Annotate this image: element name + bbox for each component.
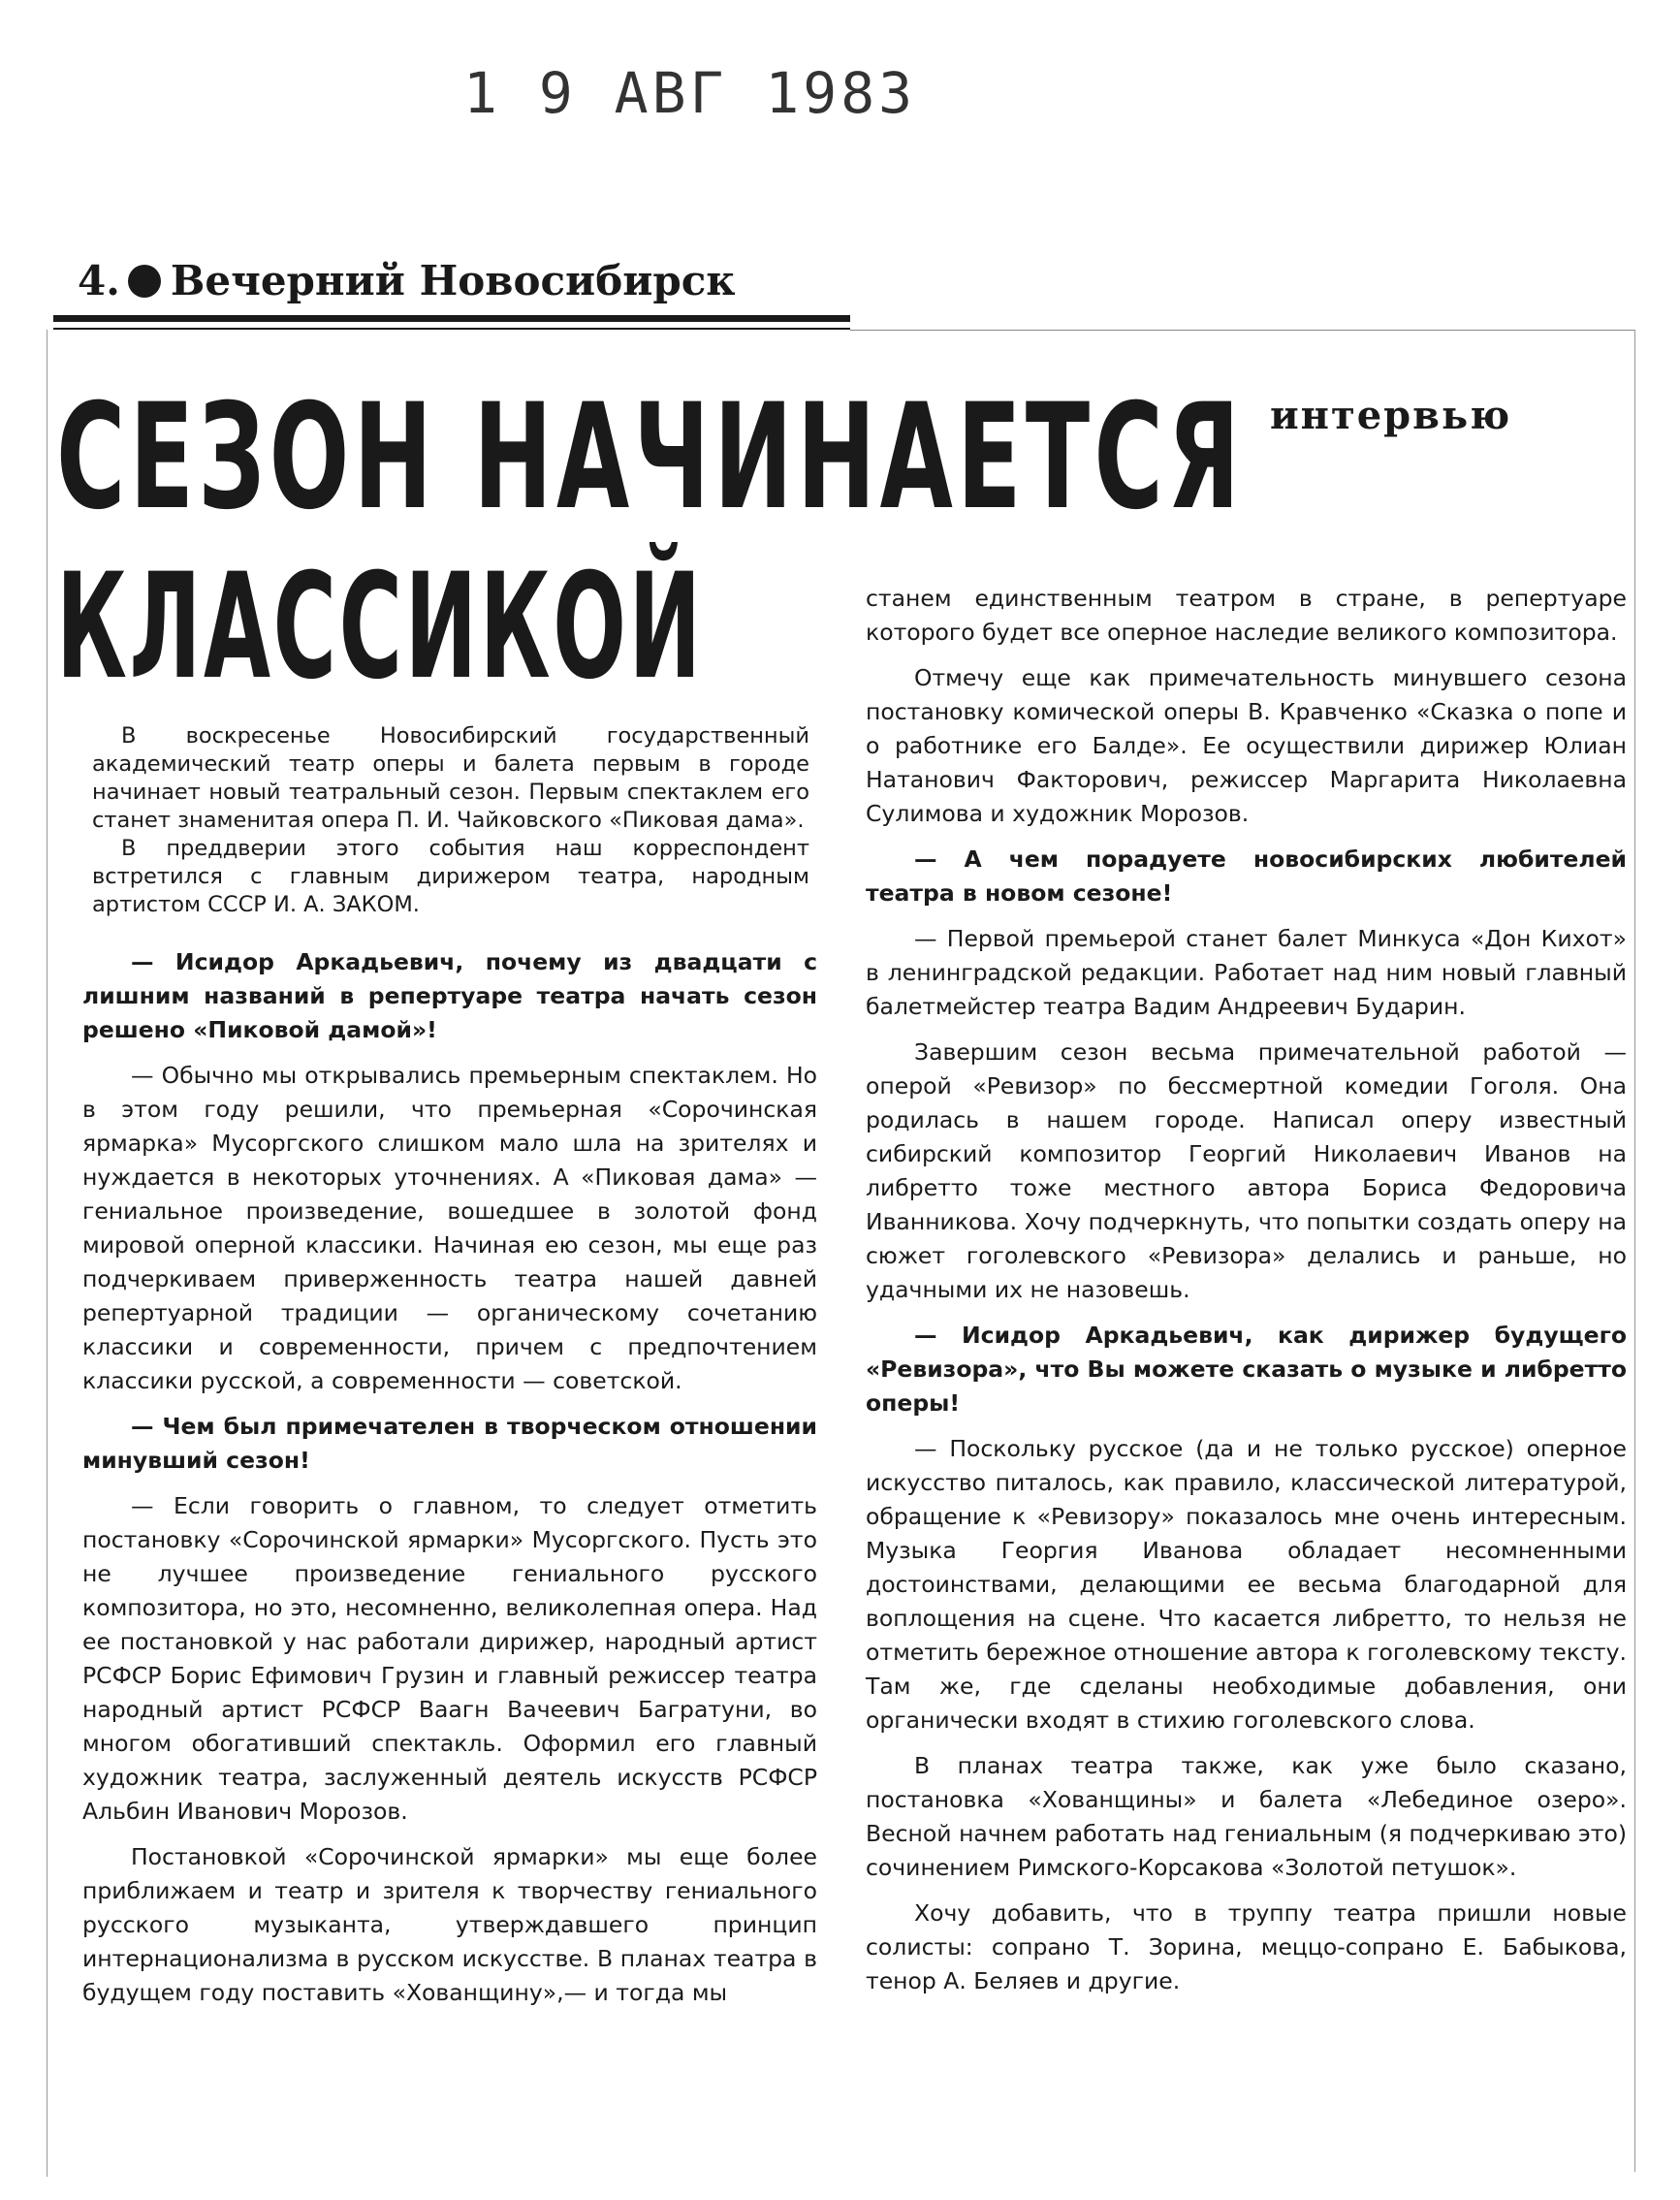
interview-question: — А чем порадуете новосибирских любителей театра в новом сезоне! (866, 845, 1627, 907)
masthead (78, 257, 736, 304)
interview-answer: — Если говорить о главном, то следует отметить постановку «Сорочинской ярмарки» Мусоргского. Пусть это не лучшее произведение гениального русского композитора, но это, несомненно, великолепная опера. Над ее постановкой у нас работали дирижер, народный артист РСФСР Борис Ефимович Грузин и главный режиссер театра народный артист РСФСР Ваагн Вачеевич Багратуни, во многом обогативший спектакль. Оформил его главный художник театра, заслуженный деятель искусств РСФСР Альбин Иванович Морозов. (82, 1492, 817, 1825)
lead-paragraph (92, 722, 809, 919)
lead-text: В воскресенье Новосибирский государственный академический театр оперы и балета первым в городе начинает новый театральный сезон. Первым спектаклем его станет знаменитая опера П. И. Чайковского «Пиковая дама». (92, 723, 809, 833)
headline-line2: КЛАССИКОЙ (56, 543, 704, 712)
masthead-rule-thin (53, 328, 850, 330)
interview-answer: — Поскольку русское (да и не только русское) оперное искусство питалось, как правило, классической литературой, обращение к «Ревизору» показалось мне очень интересным. Музыка Георгия Иванова обладает несомненными достоинствами, делающими ее весьма благодарной для воплощения на сцене. Что касается либретто, то нельзя не отметить бережное отношение автора к гоголевскому тексту. Там же, где сделаны необходимые добавления, они органически входят в стихию гоголевского слова. (866, 1435, 1627, 1734)
page-number: 4. (78, 257, 120, 304)
clipping-edge-right (1634, 330, 1635, 2172)
clipping-edge-left (47, 330, 48, 2177)
interview-answer: Завершим сезон весьма примечательной работой — оперой «Ревизор» по бессмертной комедии Гоголя. Она родилась в нашем городе. Написал оперу известный сибирский композитор Георгий Николаевич Иванов на либретто тоже местного автора Бориса Федоровича Иванникова. Хочу подчеркнуть, что попытки создать оперу на сюжет гоголевского «Ревизора» делались и раньше, но удачными их не назовешь. (866, 1038, 1627, 1303)
interview-answer: Постановкой «Сорочинской ярмарки» мы еще более приближаем и театр и зрителя к творчеству гениального русского музыканта, утверждавшего принцип интернационализма в русском искусстве. В планах театра в будущем году поставить «Хованщину»,— и тогда мы (82, 1843, 817, 2006)
article-column-left (82, 945, 817, 2010)
interview-answer: Отмечу еще как примечательность минувшего сезона постановку комической оперы В. Кравченко «Сказка о попе и о работнике его Балде». Ее осуществили дирижер Юлиан Натанович Факторович, режиссер Маргарита Николаевна Сулимова и художник Морозов. (866, 664, 1627, 827)
interview-answer: — Обычно мы открывались премьерным спектаклем. Но в этом году решили, что премьерная «Сорочинская ярмарка» Мусоргского слишком мало шла на зрителях и нуждается в некоторых уточнениях. А «Пиковая дама» — гениальное произведение, вошедшее в золотой фонд мировой оперной классики. Начиная ею сезон, мы еще раз подчеркиваем приверженность театра нашей давней репертуарной традиции — органическому сочетанию классики и современности, причем с предпочтением классики русской, а современности — советской. (82, 1062, 817, 1394)
masthead-rule (53, 315, 850, 322)
interview-answer: станем единственным театром в стране, в репертуаре которого будет все оперное наследие великого композитора. (866, 585, 1627, 646)
clipping-edge (850, 330, 1635, 331)
interview-answer: Хочу добавить, что в труппу театра пришли новые солисты: сопрано Т. Зорина, меццо-сопрано Е. Бабыкова, тенор А. Беляев и другие. (866, 1899, 1627, 1994)
newspaper-name: Вечерний Новосибирск (170, 257, 736, 304)
interview-question: — Чем был примечателен в творческом отношении минувший сезон! (82, 1413, 817, 1474)
date-stamp: 1 9 АВГ 1983 (463, 60, 917, 126)
interview-answer: В планах театра также, как уже было сказано, постановка «Хованщины» и балета «Лебединое озеро». Весной начнем работать над гениальным (я подчеркиваю это) сочинением Римского-Корсакова «Золотой петушок». (866, 1752, 1627, 1881)
interview-question: — Исидор Аркадьевич, почему из двадцати с лишним названий в репертуаре театра начать сезон решено «Пиковой дамой»! (82, 948, 817, 1043)
headline-line1: СЕЗОН НАЧИНАЕТСЯ (56, 373, 1245, 542)
lead-text: В преддверии этого события наш корреспондент встретился с главным дирижером театра, народным артистом СССР И. А. ЗАКОМ. (92, 836, 809, 917)
interview-answer: — Первой премьерой станет балет Минкуса «Дон Кихот» в ленинградской редакции. Работает над ним новый главный балетмейстер театра Вадим Андреевич Бударин. (866, 925, 1627, 1020)
bullet-icon (128, 265, 161, 298)
rubric-label: интервью (1270, 393, 1512, 438)
interview-question: — Исидор Аркадьевич, как дирижер будущего «Ревизора», что Вы можете сказать о музыке и либретто оперы! (866, 1322, 1627, 1417)
article-column-right (866, 582, 1627, 1998)
